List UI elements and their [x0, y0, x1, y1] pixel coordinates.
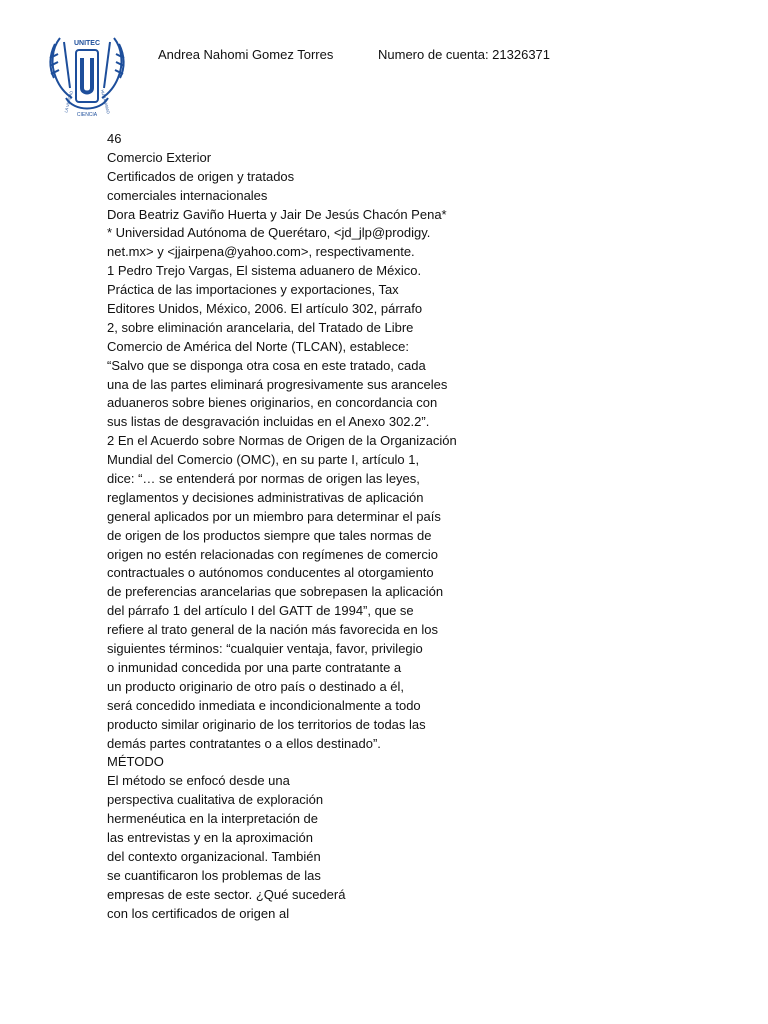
- logo-text-bottom: CIENCIA: [76, 112, 98, 118]
- text-line: una de las partes eliminará progresivamente sus aranceles: [107, 376, 448, 392]
- text-line: 2 En el Acuerdo sobre Normas de Origen de la Organización: [107, 433, 457, 449]
- logo-text-left: LA VERDAD: [63, 90, 74, 114]
- text-line: del párrafo 1 del artículo I del GATT de 1994”, que se: [107, 603, 414, 619]
- text-line: Certificados de origen y tratados: [107, 168, 295, 184]
- text-line: Editores Unidos, México, 2006. El artículo 302, párrafo: [107, 301, 423, 317]
- text-line: se cuantificaron los problemas de las: [107, 867, 321, 883]
- text-line: con los certificados de origen al: [107, 905, 290, 921]
- text-line: refiere al trato general de la nación más favorecida en los: [107, 622, 438, 638]
- text-line: Mundial del Comercio (OMC), en su parte I, artículo 1,: [107, 452, 420, 468]
- text-line: Comercio de América del Norte (TLCAN), establece:: [107, 338, 410, 354]
- text-line: MÉTODO: [107, 754, 164, 770]
- text-line: empresas de este sector. ¿Qué sucederá: [107, 886, 346, 902]
- text-line: será concedido inmediata e incondicionalmente a todo: [107, 697, 421, 713]
- text-line: producto similar originario de los territorios de todas las: [107, 716, 426, 732]
- text-line: Dora Beatriz Gaviño Huerta y Jair De Jesús Chacón Pena*: [107, 206, 447, 222]
- text-line: las entrevistas y en la aproximación: [107, 829, 313, 845]
- text-line: un producto originario de otro país o destinado a él,: [107, 678, 405, 694]
- text-line: aduaneros sobre bienes originarios, en concordancia con: [107, 395, 438, 411]
- text-line: * Universidad Autónoma de Querétaro, <jd_jlp@prodigy.: [107, 225, 431, 241]
- logo-text-top: UNITEC: [73, 40, 101, 47]
- text-line: general aplicados por un miembro para determinar el país: [107, 508, 441, 524]
- text-line: 2, sobre eliminación arancelaria, del Tratado de Libre: [107, 319, 414, 335]
- university-logo: [46, 28, 128, 120]
- text-line: net.mx> y <jjairpena@yahoo.com>, respectivamente.: [107, 244, 415, 260]
- text-line: hermenéutica en la interpretación de: [107, 811, 319, 827]
- logo-text-right: HUMANISMO: [99, 88, 112, 115]
- text-line: dice: “… se entenderá por normas de origen las leyes,: [107, 471, 420, 487]
- text-line: “Salvo que se disponga otra cosa en este tratado, cada: [107, 357, 426, 373]
- text-line: origen no estén relacionadas con regímenes de comercio: [107, 546, 438, 562]
- text-line: de origen de los productos siempre que tales normas de: [107, 527, 432, 543]
- text-line: El método se enfocó desde una: [107, 773, 290, 789]
- text-line: de preferencias arancelarias que sobrepasen la aplicación: [107, 584, 444, 600]
- text-line: siguientes términos: “cualquier ventaja, favor, privilegio: [107, 641, 423, 657]
- text-line: del contexto organizacional. También: [107, 848, 321, 864]
- text-line: o inmunidad concedida por una parte contratante a: [107, 659, 402, 675]
- account-number: Numero de cuenta: 21326371: [378, 47, 551, 62]
- text-line: Práctica de las importaciones y exportaciones, Tax: [107, 282, 399, 298]
- text-line: 1 Pedro Trejo Vargas, El sistema aduanero de México.: [107, 263, 422, 279]
- text-line: contractuales o autónomos conducentes al otorgamiento: [107, 565, 434, 581]
- text-line: sus listas de desgravación incluidas en el Anexo 302.2”.: [107, 414, 430, 430]
- document-body: [107, 130, 507, 923]
- author-name: Andrea Nahomi Gomez Torres: [158, 47, 334, 62]
- text-line: perspectiva cualitativa de exploración: [107, 792, 324, 808]
- text-line: demás partes contratantes o a ellos destinado”.: [107, 735, 381, 751]
- text-line: 46: [107, 131, 122, 146]
- text-line: Comercio Exterior: [107, 149, 212, 165]
- text-line: reglamentos y decisiones administrativas de aplicación: [107, 489, 424, 505]
- text-line: comerciales internacionales: [107, 187, 268, 203]
